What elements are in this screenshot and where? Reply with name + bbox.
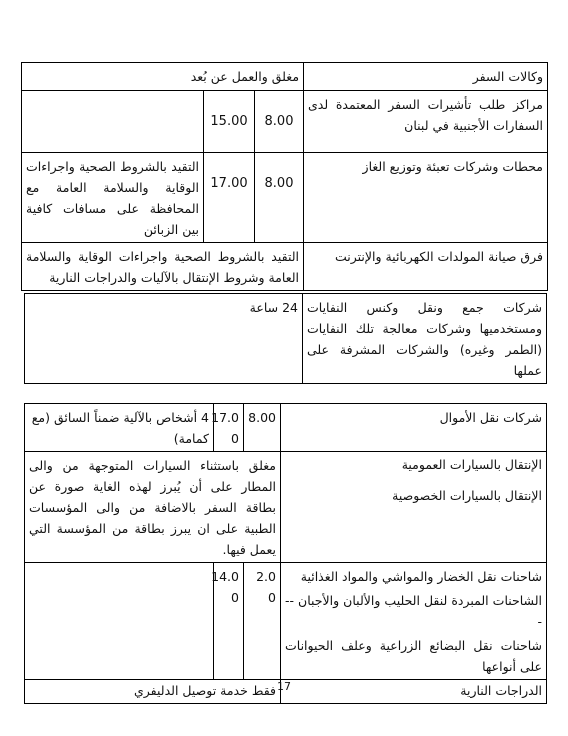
category-cell: مراكز طلب تأشيرات السفر المعتمدة لدى السفارات الأجنبية في لبنان (304, 91, 548, 153)
category-line: شاحنات نقل البضائع الزراعية وعلف الحيوانات على أنواعها (285, 638, 542, 674)
close-time-cell: 15.00 (204, 91, 255, 153)
category-line: الإنتقال بالسيارات العمومية (401, 457, 542, 472)
category-line: الإنتقال بالسيارات الخصوصية (392, 488, 542, 503)
category-cell: شركات نقل الأموال (281, 404, 547, 452)
conditions-cell: مغلق باستثناء السيارات المتوجهة من والى المطار على أن يُبرز لهذه الغاية صورة عن بطاقة السفر بالاضافة من والى المؤسسات الطبية على ان يبرز بطاقة من المؤسسة التي يعمل فيها. (25, 452, 281, 563)
conditions-cell (22, 91, 204, 153)
close-time-cell: 17.0 0 (214, 404, 244, 452)
open-time-cell: 8.00 (255, 153, 304, 243)
page-number: 17 (277, 680, 291, 693)
category-cell: وكالات السفر (304, 63, 548, 91)
category-cell: فرق صيانة المولدات الكهربائية والإنترنت (304, 243, 548, 291)
open-time-cell: 8.00 (244, 404, 281, 452)
table-row (25, 404, 547, 452)
category-cell (281, 563, 547, 680)
conditions-cell: مغلق والعمل عن بُعد (22, 63, 304, 91)
category-line: شاحنات نقل الخضار والمواشي والمواد الغذائية (300, 569, 542, 584)
category-line: الشاحنات المبردة لنقل الحليب والألبان والأجبان --- (285, 593, 542, 629)
table-row (22, 153, 548, 243)
close-time-cell: 14.0 0 (214, 563, 244, 680)
table-row (25, 294, 547, 384)
category-cell: شركات جمع ونقل وكنس النفايات ومستخدميها وشركات معالجة تلك النفايات (الطمر وغيره) والشركات المشرفة على عملها (303, 294, 547, 384)
hours-cell: 24 ساعة (25, 294, 303, 384)
table-row (25, 452, 547, 563)
table-row (22, 243, 548, 291)
table-row (22, 63, 548, 91)
conditions-cell: 4 أشخاص بالآلية ضمناً السائق (مع كمامة) (25, 404, 214, 452)
table-row (22, 91, 548, 153)
conditions-cell (25, 563, 214, 680)
conditions-cell: التقيد بالشروط الصحية واجراءات الوقاية والسلامة العامة مع المحافظة على مسافات كافية بين الزبائن (22, 153, 204, 243)
category-cell: محطات وشركات تعبئة وتوزيع الغاز (304, 153, 548, 243)
table-transport (24, 403, 547, 704)
close-time-cell: 17.00 (204, 153, 255, 243)
conditions-cell: فقط خدمة توصيل الدليفري (25, 680, 281, 704)
open-time-cell: 8.00 (255, 91, 304, 153)
category-cell (281, 452, 547, 563)
category-cell: الدراجات النارية (281, 680, 547, 704)
table-waste-companies (24, 293, 547, 384)
conditions-cell: التقيد بالشروط الصحية واجراءات الوقاية والسلامة العامة وشروط الإنتقال بالآليات والدراجات النارية (22, 243, 304, 291)
open-time-cell: 2.0 0 (244, 563, 281, 680)
table-row (25, 563, 547, 680)
table-businesses-1 (21, 62, 548, 291)
